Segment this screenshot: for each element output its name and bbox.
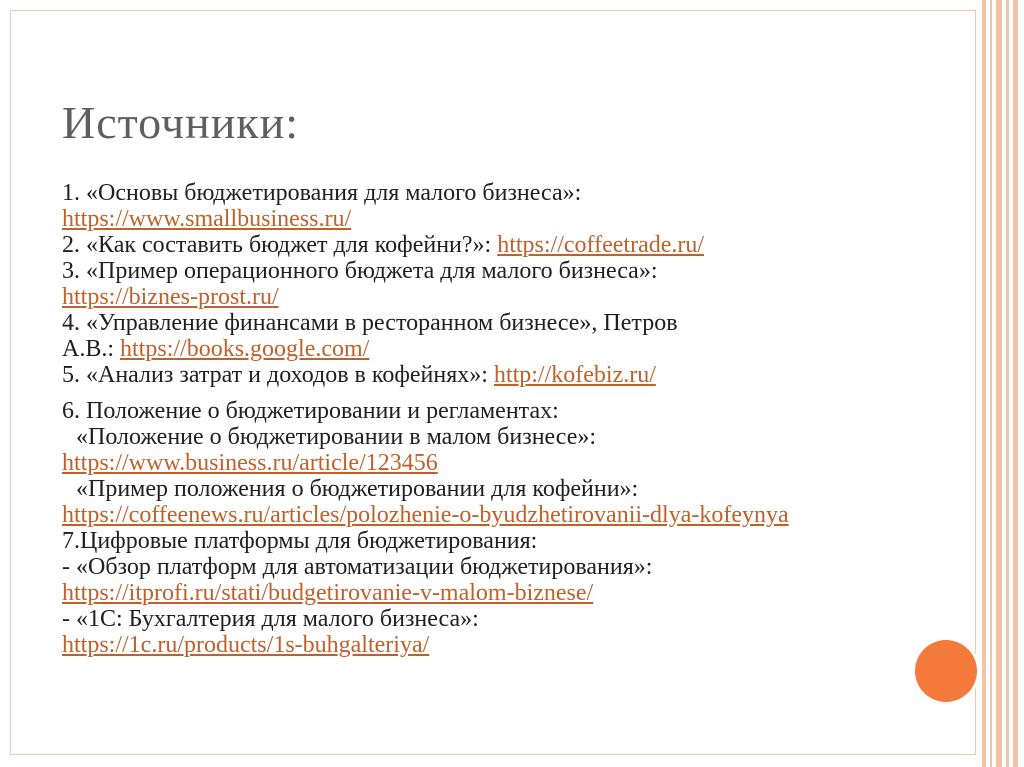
source-heading: 6. Положение о бюджетировании и регламентах:: [62, 398, 559, 424]
source-text: - «Обзор платформ для автоматизации бюджетирования»:: [62, 554, 653, 580]
source-link[interactable]: https://biznes-prost.ru/: [62, 284, 279, 310]
source-item: [62, 476, 912, 502]
decor-stripe: [1013, 0, 1018, 767]
source-link[interactable]: https://1c.ru/products/1s-buhgalteriya/: [62, 632, 430, 658]
source-link[interactable]: https://www.business.ru/article/123456: [62, 450, 438, 476]
source-text: - «1С: Бухгалтерия для малого бизнеса»:: [62, 606, 479, 632]
source-text: А.В.:: [62, 336, 115, 362]
source-item: [62, 362, 912, 388]
source-text: 5. «Анализ затрат и доходов в кофейнях»:: [62, 362, 488, 388]
source-item: [62, 310, 912, 362]
accent-circle: [915, 640, 977, 702]
source-item: [62, 554, 912, 606]
source-link[interactable]: https://coffeenews.ru/articles/polozhenie-o-byudzhetirovanii-dlya-kofeynya: [62, 502, 789, 528]
source-item: [62, 450, 912, 476]
decor-stripe: [996, 0, 1002, 767]
source-item: [62, 424, 912, 450]
sources-list: [62, 180, 912, 658]
source-link[interactable]: https://books.google.com/: [120, 336, 370, 362]
decor-stripe: [1006, 0, 1009, 767]
source-text: 1. «Основы бюджетирования для малого бизнеса»:: [62, 180, 582, 206]
source-text: «Положение о бюджетировании в малом бизнесе»:: [76, 424, 597, 450]
source-heading: 7.Цифровые платформы для бюджетирования:: [62, 528, 538, 554]
source-item: [62, 606, 912, 658]
decor-stripe: [990, 0, 992, 767]
source-link[interactable]: https://itprofi.ru/stati/budgetirovanie-v-malom-biznese/: [62, 580, 594, 606]
source-text: «Пример положения о бюджетировании для кофейни»:: [76, 476, 639, 502]
slide-title: Источники:: [62, 97, 300, 148]
source-link[interactable]: https://www.smallbusiness.ru/: [62, 206, 352, 232]
source-link[interactable]: http://kofebiz.ru/: [493, 362, 656, 388]
decor-stripe: [982, 0, 986, 767]
source-text: 3. «Пример операционного бюджета для малого бизнеса»:: [62, 258, 658, 284]
source-link[interactable]: https://coffeetrade.ru/: [497, 232, 705, 258]
source-item: [62, 180, 912, 232]
source-text: 4. «Управление финансами в ресторанном бизнесе», Петров: [62, 310, 678, 336]
source-item: [62, 232, 912, 258]
source-text: 2. «Как составить бюджет для кофейни?»:: [62, 232, 492, 258]
source-item: [62, 502, 912, 528]
source-item: [62, 258, 912, 310]
